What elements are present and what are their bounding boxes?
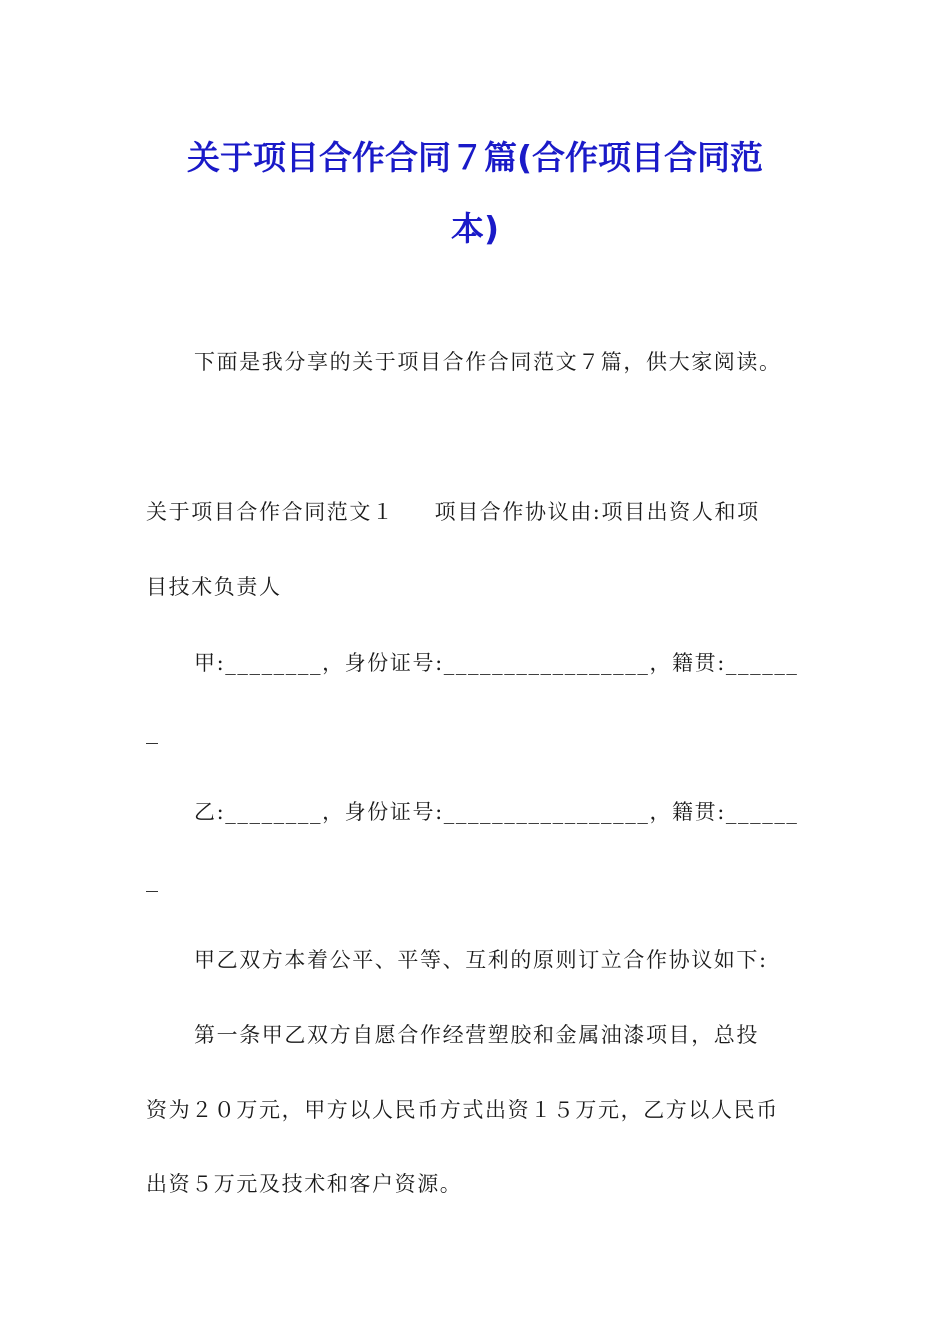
section-heading-continued: 目技术负责人 [146, 575, 282, 599]
article-1-line-1: 第一条甲乙双方自愿合作经营塑胶和金属油漆项目，总投 [194, 1023, 759, 1047]
principle-paragraph: 甲乙双方本着公平、平等、互利的原则订立合作协议如下: [194, 948, 768, 972]
party-b-line: 乙:________，身份证号:_________________，籍贯:______ [194, 800, 799, 824]
document-title-line-2: 本) [450, 209, 500, 248]
document-title-line-1: 关于项目合作合同７篇(合作项目合同范 [186, 138, 764, 177]
article-1-line-3: 出资５万元及技术和客户资源。 [146, 1172, 463, 1196]
section-heading-line [146, 496, 760, 526]
party-a-underline-continued [146, 743, 158, 744]
party-b-underline-continued [146, 891, 158, 892]
section-heading: 关于项目合作合同范文１ [146, 500, 395, 524]
intro-paragraph: 下面是我分享的关于项目合作合同范文７篇，供大家阅读。 [194, 350, 782, 374]
section-heading-tail: 项目合作协议由:项目出资人和项 [434, 500, 760, 524]
article-1-line-2: 资为２０万元，甲方以人民币方式出资１５万元，乙方以人民币 [146, 1098, 779, 1122]
party-a-line: 甲:________，身份证号:_________________，籍贯:______ [194, 651, 799, 675]
